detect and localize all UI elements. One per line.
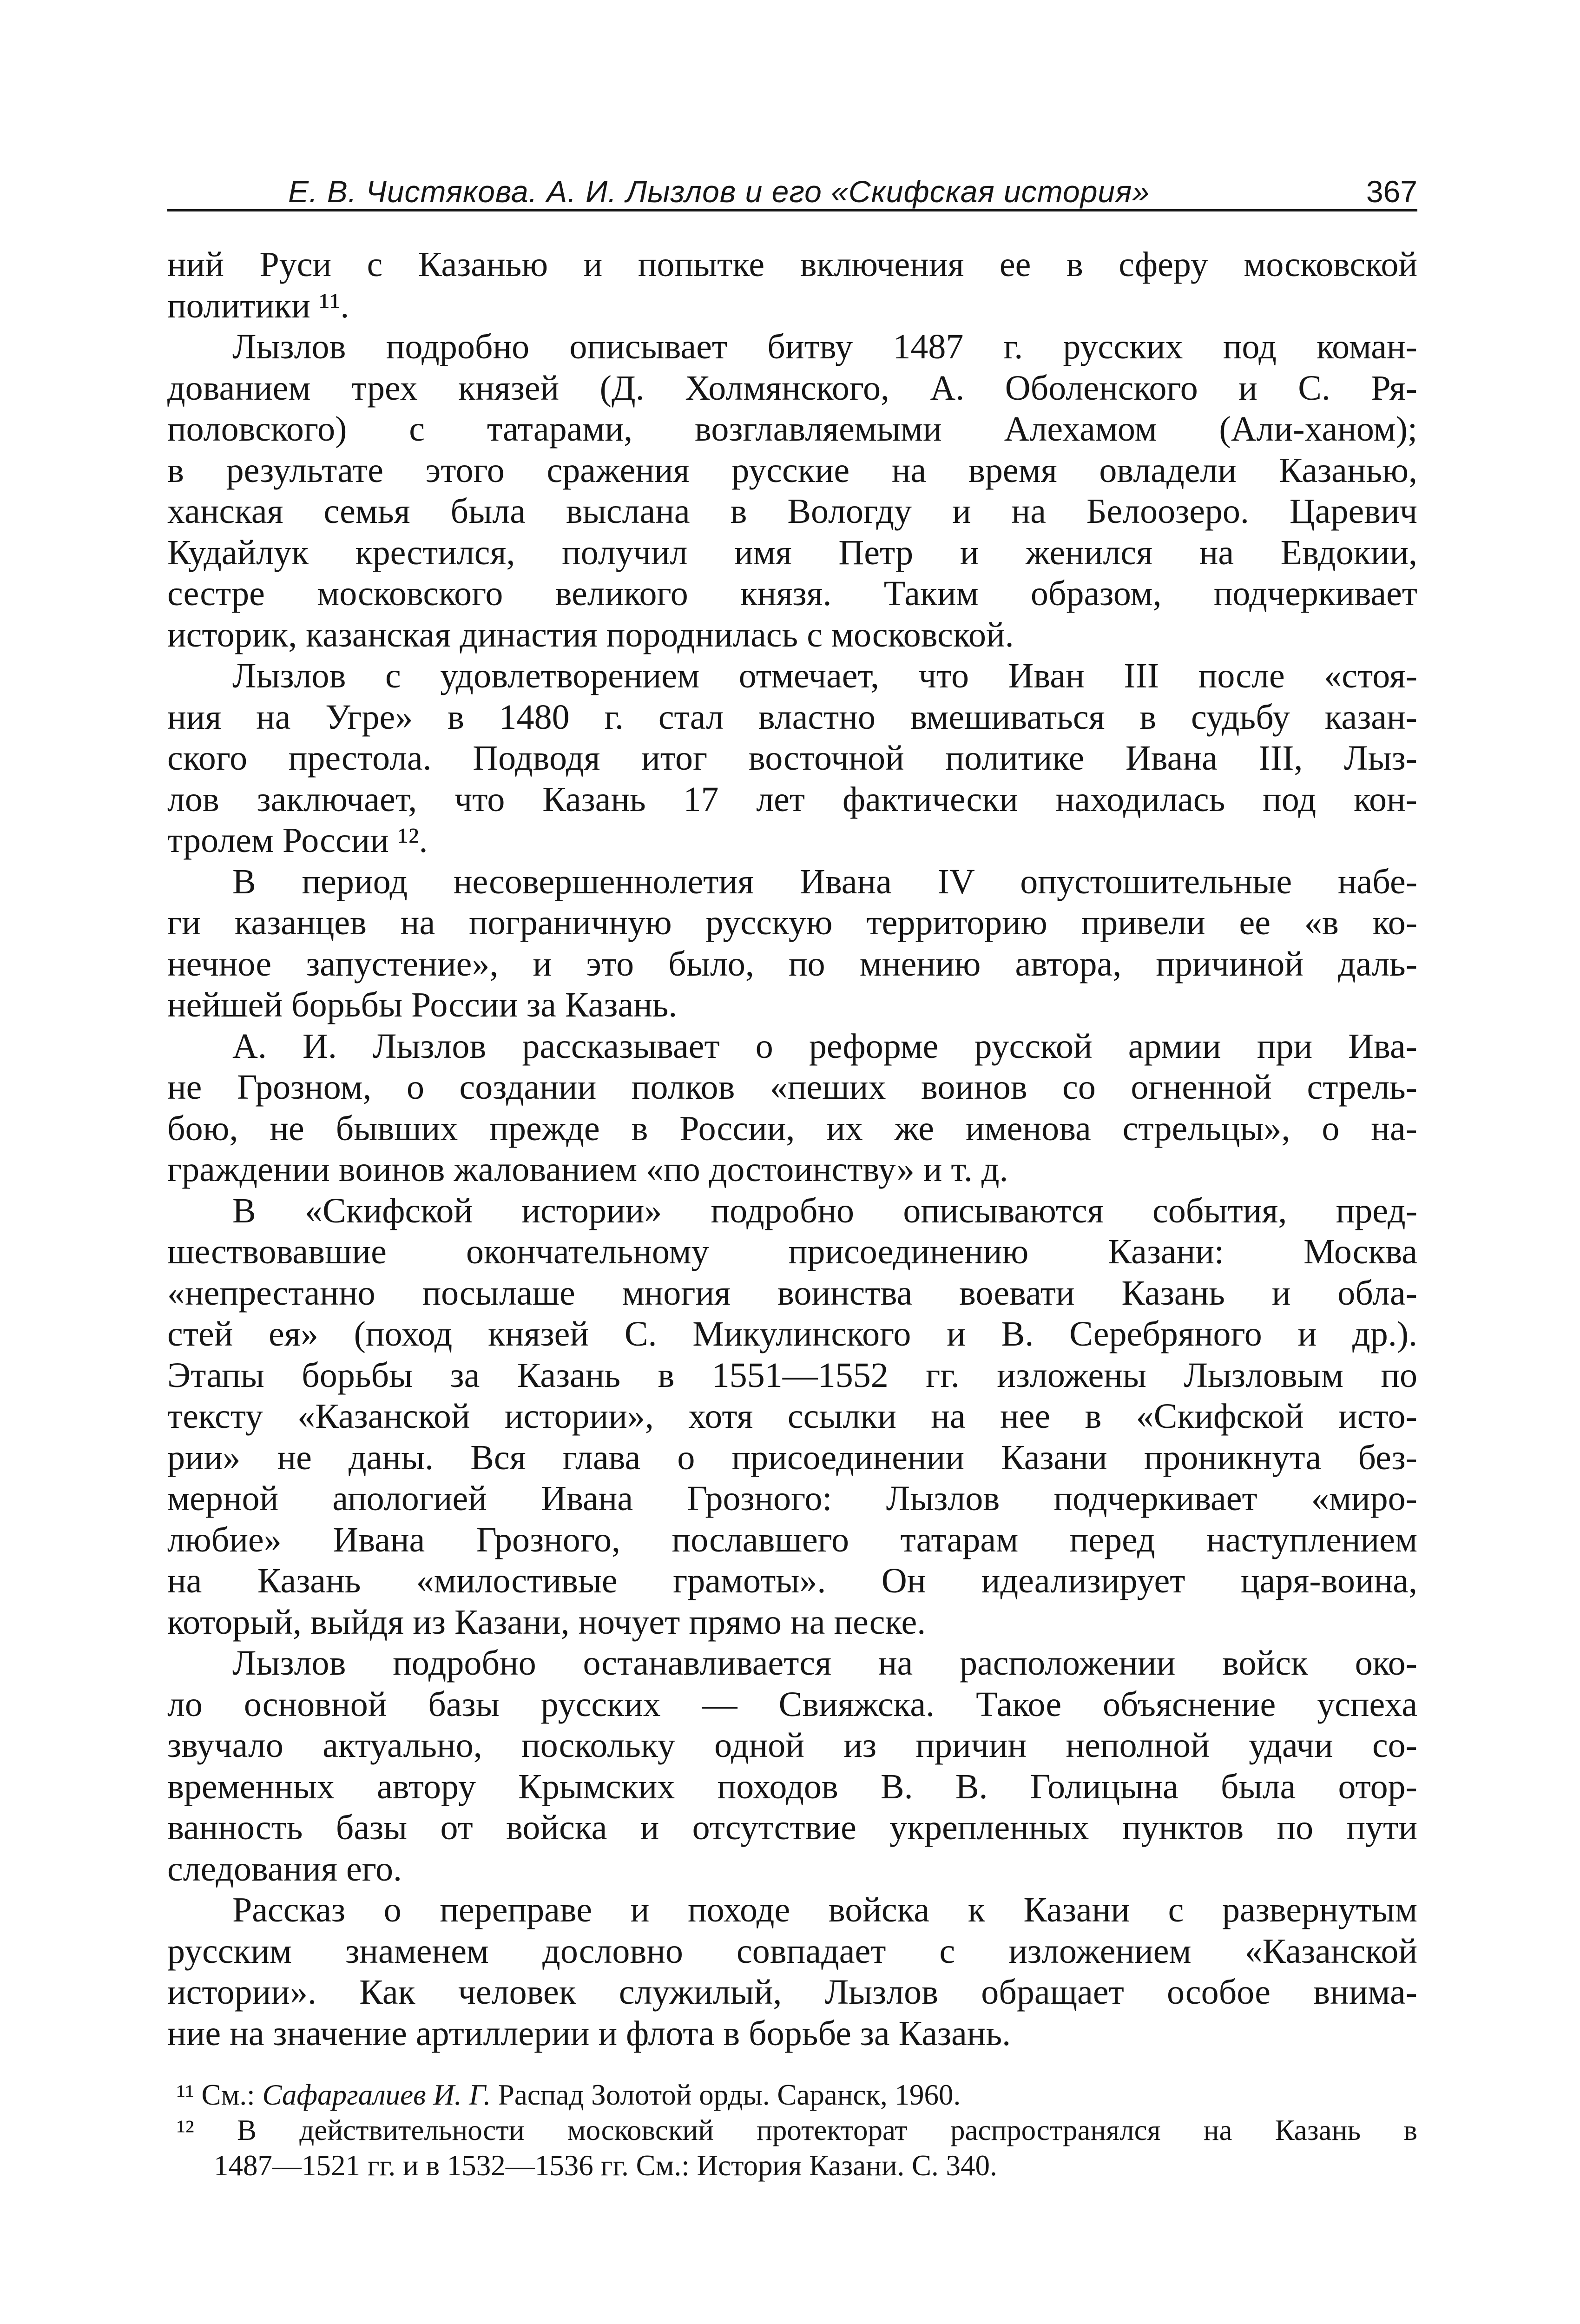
text-line: В период несовершеннолетия Ивана IV опустошительные набе- [232,862,1417,901]
text-line: А. И. Лызлов рассказывает о реформе русской армии при Ива- [232,1026,1417,1066]
text-line: Лызлов подробно останавливается на расположении войск око- [232,1644,1417,1683]
text-line: Кудайлук крестился, получил имя Петр и женился на Евдокии, [167,533,1417,572]
text-line: истории». Как человек служилый, Лызлов обращает особое внима- [167,1973,1417,2012]
text-line: звучало актуально, поскольку одной из причин неполной удачи со- [167,1726,1417,1765]
text-line: граждении воинов жалованием «по достоинству» и т. д. [167,1150,1008,1189]
text-line: сестре московского великого князя. Таким образом, подчеркивает [167,574,1417,613]
text-line: половского) с татарами, возглавляемыми Алехамом (Али-ханом); [167,409,1417,449]
text-line: нечное запустение», и это было, по мнению автора, причиной даль- [167,944,1417,984]
text-line: историк, казанская династия породнилась с московской. [167,615,1014,654]
footnotes [167,2077,1417,2183]
text-line: Рассказ о переправе и походе войска к Казани с развернутым [232,1890,1417,1929]
text-line: рии» не даны. Вся глава о присоединении Казани проникнута без- [167,1438,1417,1477]
text-line: нейшей борьбы России за Казань. [167,985,678,1024]
footnote-11-mark: ¹¹ [177,2079,194,2111]
text-line: русским знаменем дословно совпадает с изложением «Казанской [167,1931,1417,1971]
footnote-12-line-1: ¹² В действительности московский протекторат распространялся на Казань в [177,2114,1417,2146]
footnote-11 [167,2077,1417,2113]
text-line: который, выйдя из Казани, ночует прямо на песке. [167,1602,926,1642]
text-line: Лызлов с удовлетворением отмечает, что Иван III после «стоя- [232,656,1417,695]
footnote-11-citation: Распад Золотой орды. Саранск, 1960. [498,2079,961,2111]
text-line: ского престола. Подводя итог восточной политике Ивана III, Лыз- [167,739,1417,778]
text-line: ние на значение артиллерии и флота в борьбе за Казань. [167,2014,1011,2053]
running-title: Е. В. Чистякова. А. И. Лызлов и его «Скифская история» [288,174,1150,209]
text-line: на Казань «милостивые грамоты». Он идеализирует царя-воина, [167,1561,1417,1600]
text-line: ги казанцев на пограничную русскую территорию привели ее «в ко- [167,903,1417,942]
text-line: шествовавшие окончательному присоединению Казани: Москва [167,1232,1417,1271]
text-line: лов заключает, что Казань 17 лет фактически находилась под кон- [167,779,1417,819]
footnote-12-line-2: 1487—1521 гг. и в 1532—1536 гг. См.: История Казани. С. 340. [214,2149,997,2182]
page-number: 367 [1366,174,1417,209]
footnote-11-author: Сафаргалиев И. Г. [262,2079,491,2111]
text-line: тексту «Казанской истории», хотя ссылки на нее в «Скифской исто- [167,1397,1417,1436]
text-line: ванность базы от войска и отсутствие укрепленных пунктов по пути [167,1808,1417,1847]
text-line: мерной апологией Ивана Грозного: Лызлов подчеркивает «миро- [167,1479,1417,1518]
text-line: тролем России ¹². [167,821,428,860]
text-line: ло основной базы русских — Свияжска. Такое объяснение успеха [167,1684,1417,1724]
body-text [167,244,1417,2054]
text-line: временных автору Крымских походов В. В. Голицына была отор- [167,1767,1417,1806]
text-line: ния на Угре» в 1480 г. стал властно вмешиваться в судьбу казан- [167,697,1417,737]
text-line: Лызлов подробно описывает битву 1487 г. русских под коман- [232,327,1417,366]
text-line: стей ея» (поход князей С. Микулинского и В. Серебряного и др.). [167,1314,1417,1353]
text-line: политики ¹¹. [167,286,349,325]
running-header [167,158,1417,211]
text-line: в результате этого сражения русские на время овладели Казанью, [167,450,1417,490]
book-page [167,158,1417,2250]
text-line: ханская семья была выслана в Вологду и на Белоозеро. Царевич [167,492,1417,531]
text-line: следования его. [167,1849,402,1888]
text-line: не Грозном, о создании полков «пеших воинов со огненной стрель- [167,1068,1417,1107]
footnote-11-prefix: См.: [201,2079,255,2111]
text-line: ний Руси с Казанью и попытке включения ее в сферу московской [167,245,1417,284]
text-line: бою, не бывших прежде в России, их же именова стрельцы», о на- [167,1109,1417,1148]
text-line: В «Скифской истории» подробно описываются события, пред- [232,1191,1417,1230]
text-line: дованием трех князей (Д. Холмянского, А. Оболенского и С. Ря- [167,368,1417,408]
text-line: Этапы борьбы за Казань в 1551—1552 гг. изложены Лызловым по [167,1355,1417,1395]
text-line: «непрестанно посылаше многия воинства воевати Казань и обла- [167,1273,1417,1313]
text-line: любие» Ивана Грозного, пославшего татарам перед наступлением [167,1520,1417,1559]
